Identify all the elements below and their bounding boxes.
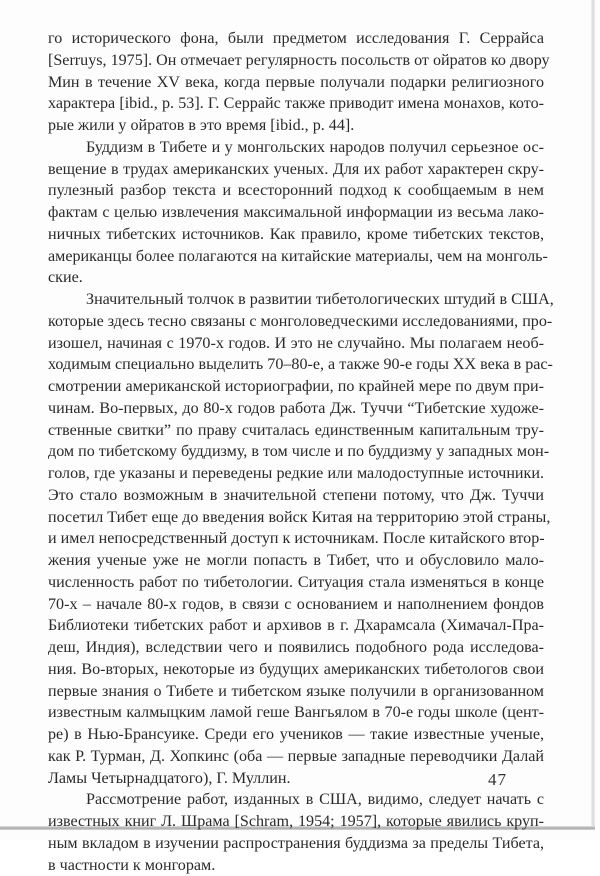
- paragraph-4: [48, 789, 544, 876]
- page-number: 47: [488, 770, 507, 790]
- text-line: Ламы Четырнадцатого), Г. Муллин.: [48, 768, 544, 790]
- text-line: известным калмыцким ламой геше Вангьялом в 70-е годы школе (цент-: [48, 702, 544, 724]
- text-line: численность работ по тибетологии. Ситуация стала изменяться в конце: [48, 572, 544, 594]
- text-line: Мин в течение XV века, когда первые получали подарки религиозного: [48, 72, 544, 94]
- text-line: в частности к монгорам.: [48, 855, 544, 876]
- text-line: посетил Тибет еще до введения войск Китая на территорию этой страны,: [48, 507, 544, 529]
- text-line: рые жили у ойратов в это время [ibid., p. 44].: [48, 115, 544, 137]
- text-line: пулезный разбор текста и всесторонний подход к сообщаемым в нем: [48, 180, 544, 202]
- text-line: первые знания о Тибете и тибетском языке получили в организованном: [48, 681, 544, 703]
- text-line: которые здесь тесно связаны с монголоведческими исследованиями, про-: [48, 311, 544, 333]
- text-line: Буддизм в Тибете и у монгольских народов получил серьезное ос-: [48, 137, 544, 159]
- text-line: характера [ibid., p. 53]. Г. Серрайс также приводит имена монахов, кото-: [48, 93, 544, 115]
- text-line: ным вкладом в изучении распространения буддизма за пределы Тибета,: [48, 833, 544, 855]
- text-line: как Р. Турман, Д. Хопкинс (оба — первые западные переводчики Далай: [48, 746, 544, 768]
- text-line: ственные свитки” по праву считалась единственным капитальным тру-: [48, 420, 544, 442]
- text-line: фактам с целью извлечения максимальной информации из весьма лако-: [48, 202, 544, 224]
- text-line: деш, Индия), вследствии чего и появились подобного рода исследова-: [48, 637, 544, 659]
- text-line: ния. Во-вторых, некоторые из будущих американских тибетологов свои: [48, 659, 544, 681]
- text-line: 70-х – начале 80-х годов, в связи с основанием и наполнением фондов: [48, 594, 544, 616]
- text-line: [Serruys, 1975]. Он отмечает регулярность посольств от ойратов ко двору: [48, 50, 544, 72]
- text-line: Это стало возможным в значительной степени потому, что Дж. Туччи: [48, 485, 544, 507]
- text-line: Значительный толчок в развитии тибетологических штудий в США,: [48, 289, 544, 311]
- text-line: вещение в трудах американских ученых. Для их работ характерен скру-: [48, 159, 544, 181]
- text-line: Библиотеки тибетских работ и архивов в г. Дхарамсала (Химачал-Пра-: [48, 615, 544, 637]
- body-text: [48, 28, 544, 876]
- text-line: ре) в Нью-Брансуике. Среди его учеников — такие известные ученые,: [48, 724, 544, 746]
- text-line: Рассмотрение работ, изданных в США, видимо, следует начать с: [48, 789, 544, 811]
- text-line: чинам. Во-первых, до 80-х годов работа Дж. Туччи “Тибетские художе-: [48, 398, 544, 420]
- text-line: и имел непосредственный доступ к источникам. После китайского втор-: [48, 528, 544, 550]
- text-line: известных книг Л. Шрама [Schram, 1954; 1957], которые явились круп-: [48, 811, 544, 833]
- text-line: изошел, начиная с 1970-х годов. И это не случайно. Мы полагаем необ-: [48, 333, 544, 355]
- text-line: го исторического фона, были предметом исследования Г. Серрайса: [48, 28, 544, 50]
- text-line: американцы более полагаются на китайские материалы, чем на монголь-: [48, 246, 544, 268]
- text-line: голов, где указаны и переведены редкие или малодоступные источники.: [48, 463, 544, 485]
- paragraph-3: [48, 289, 544, 789]
- text-line: ские.: [48, 267, 544, 289]
- text-line: жения ученые уже не могли попасть в Тибет, что и обусловило мало-: [48, 550, 544, 572]
- text-line: ходимым специально выделить 70–80-е, а также 90-е годы XX века в рас-: [48, 354, 544, 376]
- paragraph-2: [48, 137, 544, 289]
- text-line: дом по тибетскому буддизму, в том числе и по буддизму у западных мон-: [48, 441, 544, 463]
- text-line: смотрении американской историографии, по крайней мере по двум при-: [48, 376, 544, 398]
- text-line: ничных тибетских источников. Как правило, кроме тибетских текстов,: [48, 224, 544, 246]
- paragraph-1: [48, 28, 544, 137]
- page-edge-shadow-right: [591, 0, 595, 826]
